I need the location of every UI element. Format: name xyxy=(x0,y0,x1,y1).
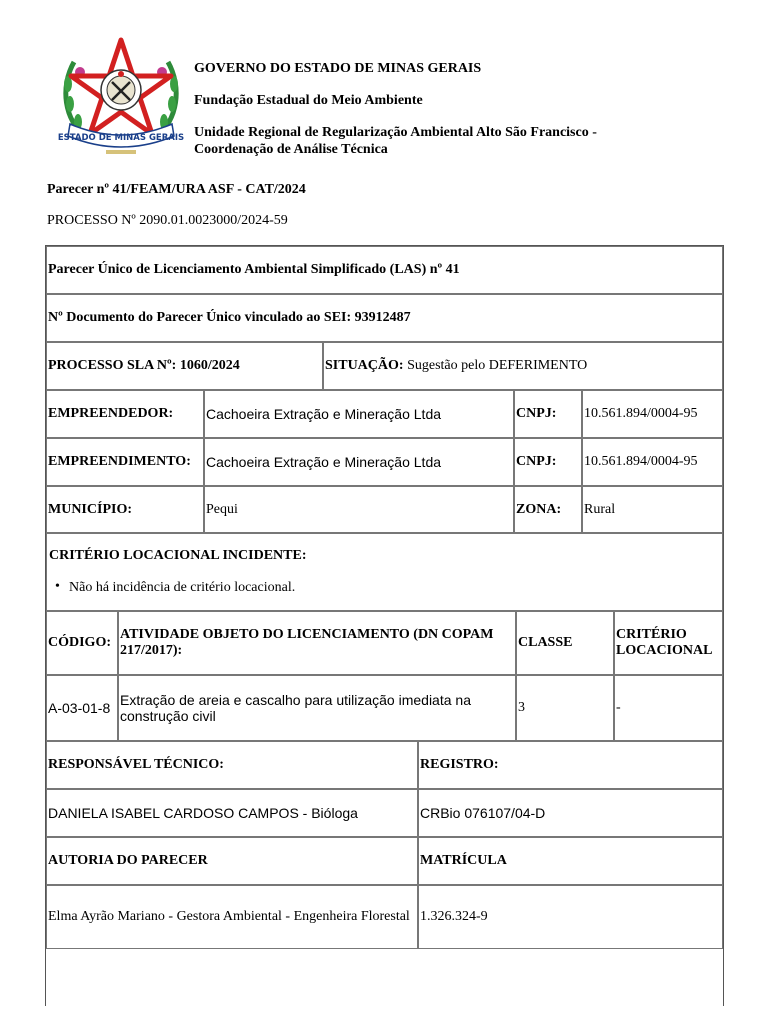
registro-label: REGISTRO: xyxy=(418,741,723,789)
matricula-label: MATRÍCULA xyxy=(418,837,723,885)
sei-document: Nº Documento do Parecer Único vinculado ao SEI: 93912487 xyxy=(46,294,723,342)
cnpj-value: 10.561.894/0004-95 xyxy=(582,390,723,438)
zona-value: Rural xyxy=(582,486,723,533)
zona-label: ZONA: xyxy=(514,486,582,533)
empreendimento-label: EMPREENDIMENTO: xyxy=(46,438,204,486)
autoria-value: Elma Ayrão Mariano - Gestora Ambiental - Engenheira Florestal xyxy=(46,885,418,949)
empreendedor-label: EMPREENDEDOR: xyxy=(46,390,204,438)
col-codigo: CÓDIGO: xyxy=(46,611,118,675)
responsavel-label: RESPONSÁVEL TÉCNICO: xyxy=(46,741,418,789)
foundation-name: Fundação Estadual do Meio Ambiente xyxy=(194,93,423,108)
cnpj2-value: 10.561.894/0004-95 xyxy=(582,438,723,486)
row-atividade: Extração de areia e cascalho para utilização imediata na construção civil xyxy=(118,675,516,741)
cnpj2-label: CNPJ: xyxy=(514,438,582,486)
row-codigo: A-03-01-8 xyxy=(46,675,118,741)
municipio-label: MUNICÍPIO: xyxy=(46,486,204,533)
parecer-number: Parecer nº 41/FEAM/URA ASF - CAT/2024 xyxy=(47,182,306,197)
parecer-table xyxy=(45,245,724,1006)
registro-value: CRBio 076107/04-D xyxy=(418,789,723,837)
municipio-value: Pequi xyxy=(204,486,514,533)
matricula-value: 1.326.324-9 xyxy=(418,885,723,949)
criterio-title: CRITÉRIO LOCACIONAL INCIDENTE: xyxy=(49,548,307,563)
autoria-label: AUTORIA DO PARECER xyxy=(46,837,418,885)
situacao-value: Sugestão pelo DEFERIMENTO xyxy=(407,358,588,373)
situacao-label: SITUAÇÃO: xyxy=(325,358,404,373)
table-title: Parecer Único de Licenciamento Ambiental Simplificado (LAS) nº 41 xyxy=(46,246,723,294)
government-title: GOVERNO DO ESTADO DE MINAS GERAIS xyxy=(194,61,482,76)
process-number: PROCESSO Nº 2090.01.0023000/2024-59 xyxy=(47,213,288,228)
responsavel-value: DANIELA ISABEL CARDOSO CAMPOS - Bióloga xyxy=(46,789,418,837)
criterio-section xyxy=(46,533,723,611)
processo-sla: PROCESSO SLA Nº: 1060/2024 xyxy=(46,342,323,390)
document-header xyxy=(0,0,768,170)
criterio-item: • Não há incidência de critério locacional. xyxy=(69,580,295,596)
col-criterio: CRITÉRIO LOCACIONAL xyxy=(614,611,723,675)
empreendimento-value: Cachoeira Extração e Mineração Ltda xyxy=(204,438,514,486)
col-classe: CLASSE xyxy=(516,611,614,675)
col-atividade: ATIVIDADE OBJETO DO LICENCIAMENTO (DN COPAM 217/2017): xyxy=(118,611,516,675)
minas-gerais-seal xyxy=(56,32,186,162)
seal-text: ESTADO DE MINAS GERAIS xyxy=(57,133,185,143)
unit-name: Unidade Regional de Regularização Ambiental Alto São Francisco - Coordenação de Análise Técnica xyxy=(194,125,597,157)
row-criterio: - xyxy=(614,675,723,741)
row-classe: 3 xyxy=(516,675,614,741)
situacao-cell xyxy=(323,342,723,390)
empreendedor-value: Cachoeira Extração e Mineração Ltda xyxy=(204,390,514,438)
cnpj-label: CNPJ: xyxy=(514,390,582,438)
